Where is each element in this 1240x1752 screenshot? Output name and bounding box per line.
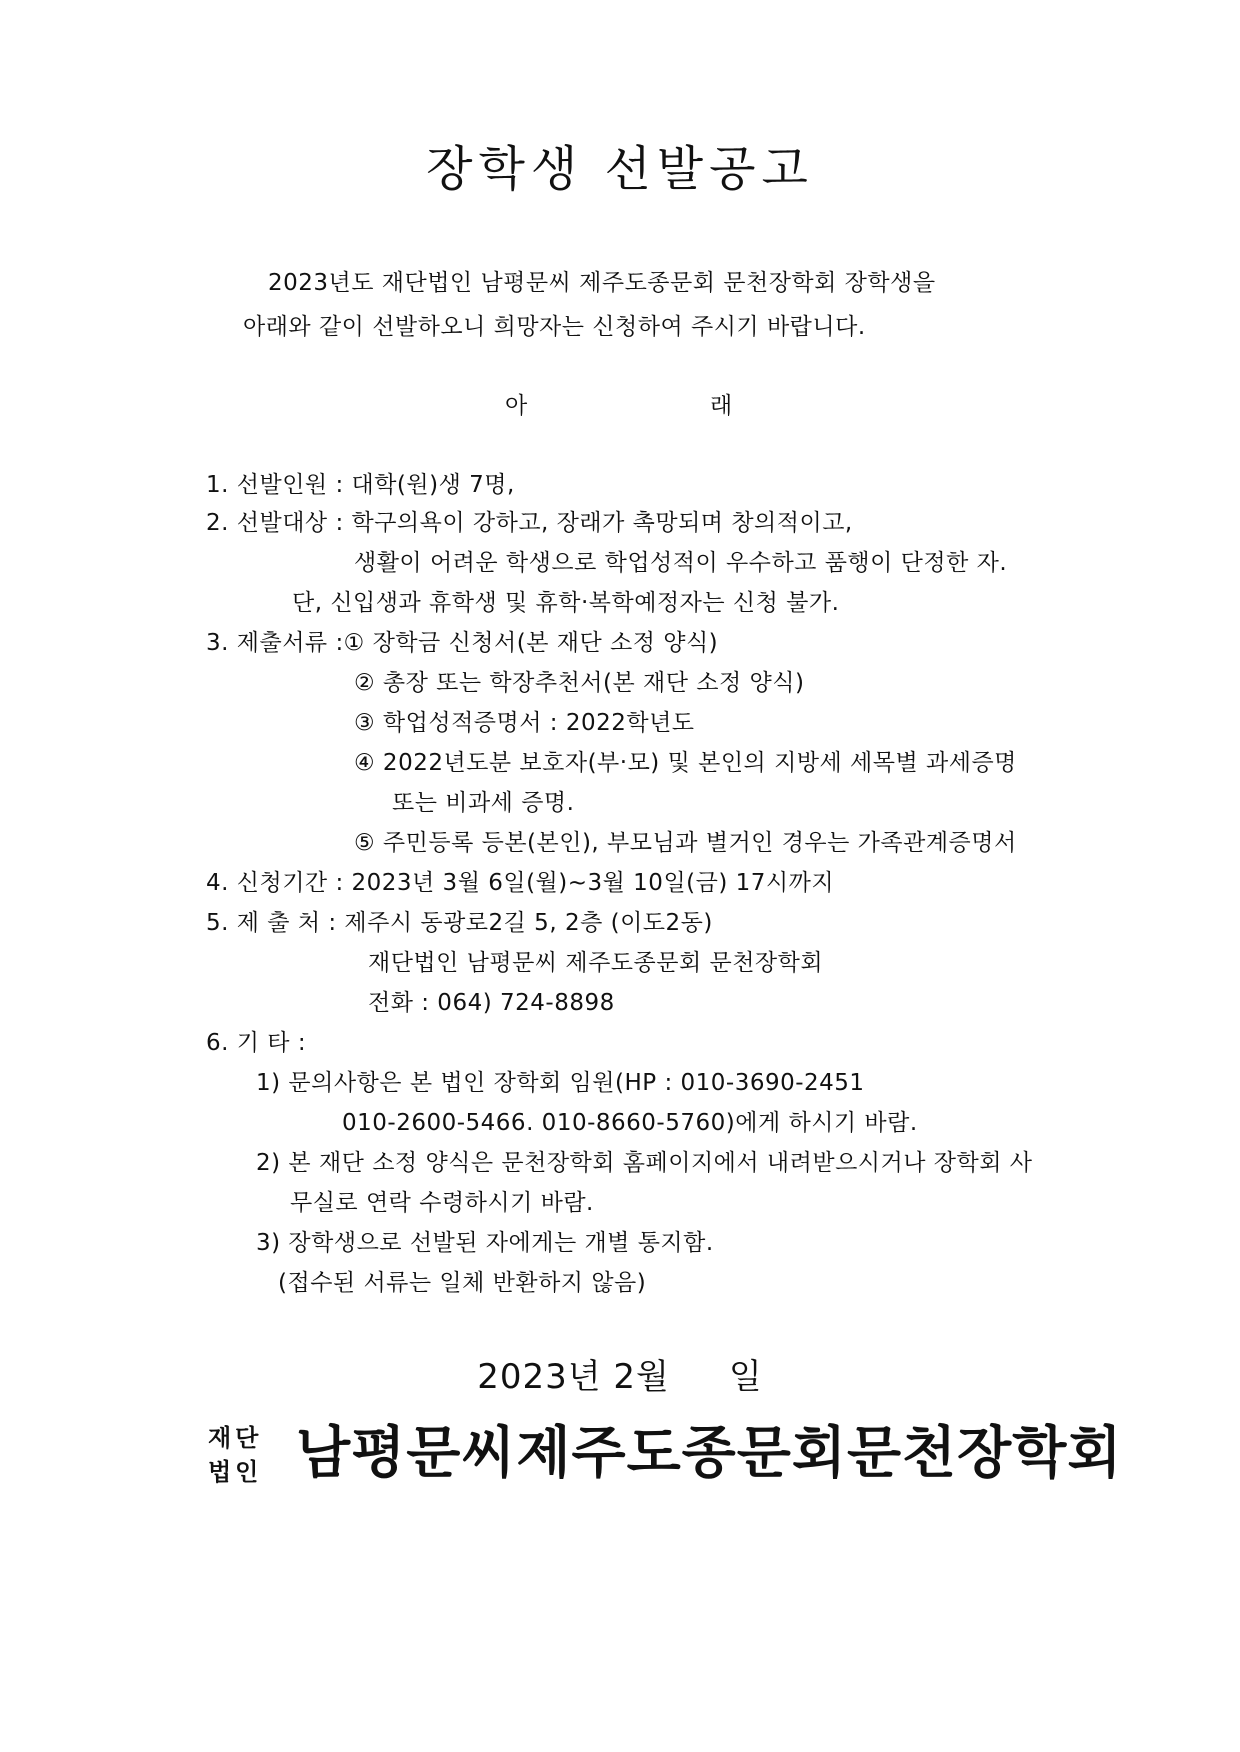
organization-name: 남평문씨제주도종문회문천장학회 — [296, 1420, 1123, 1486]
item-3-doc-2: ② 총장 또는 학장추천서(본 재단 소정 양식) — [354, 670, 805, 696]
item-6-note-1-cont: 010-2600-5466. 010-8660-5760)에게 하시기 바람. — [342, 1110, 918, 1136]
notice-heading-right: 래 — [710, 393, 733, 419]
item-6-etc: 6. 기 타 : — [206, 1030, 307, 1056]
item-6-note-3-cont: (접수된 서류는 일체 반환하지 않음) — [278, 1270, 647, 1296]
notice-heading-left: 아 — [505, 393, 528, 419]
item-2-target-cont: 생활이 어려운 학생으로 학업성적이 우수하고 품행이 단정한 자. — [354, 550, 1008, 576]
item-5-phone: 전화 : 064) 724-8898 — [368, 990, 615, 1016]
item-3-doc-4: ④ 2022년도분 보호자(부‧모) 및 본인의 지방세 세목별 과세증명 — [354, 750, 1017, 776]
item-2-target: 2. 선발대상 : 학구의욕이 강하고, 장래가 촉망되며 창의적이고, — [206, 510, 853, 536]
item-6-note-2: 2) 본 재단 소정 양식은 문천장학회 홈페이지에서 내려받으시거나 장학회 사 — [256, 1150, 1033, 1176]
item-4-period: 4. 신청기간 : 2023년 3월 6일(월)~3월 10일(금) 17시까지 — [206, 870, 835, 896]
item-1-recruitment: 1. 선발인원 : 대학(원)생 7명, — [206, 472, 515, 498]
item-5-submit-to: 5. 제 출 처 : 제주시 동광로2길 5, 2층 (이도2동) — [206, 910, 713, 936]
item-2-exclusion: 단, 신입생과 휴학생 및 휴학‧복학예정자는 신청 불가. — [292, 590, 840, 616]
item-6-note-1: 1) 문의사항은 본 법인 장학회 임원(HP : 010-3690-2451 — [256, 1070, 865, 1096]
document-title: 장학생 선발공고 — [426, 141, 814, 197]
item-3-doc-5: ⑤ 주민등록 등본(본인), 부모님과 별거인 경우는 가족관계증명서 — [354, 830, 1017, 856]
item-6-note-3: 3) 장학생으로 선발된 자에게는 개별 통지함. — [256, 1230, 714, 1256]
item-5-organization: 재단법인 남평문씨 제주도종문회 문천장학회 — [368, 950, 824, 976]
item-3-doc-4-cont: 또는 비과세 증명. — [392, 790, 575, 816]
intro-line-2: 아래와 같이 선발하오니 희망자는 신청하여 주시기 바랍니다. — [243, 314, 866, 340]
item-3-doc-3: ③ 학업성적증명서 : 2022학년도 — [354, 710, 695, 736]
item-3-documents: 3. 제출서류 :① 장학금 신청서(본 재단 소정 양식) — [206, 630, 719, 656]
item-6-note-2-cont: 무실로 연락 수령하시기 바람. — [290, 1190, 594, 1216]
issue-date: 2023년 2월 일 — [477, 1357, 763, 1397]
org-prefix-top: 재단 — [208, 1424, 263, 1452]
org-prefix-bottom: 법인 — [208, 1458, 263, 1486]
intro-line-1: 2023년도 재단법인 남평문씨 제주도종문회 문천장학회 장학생을 — [268, 270, 936, 296]
